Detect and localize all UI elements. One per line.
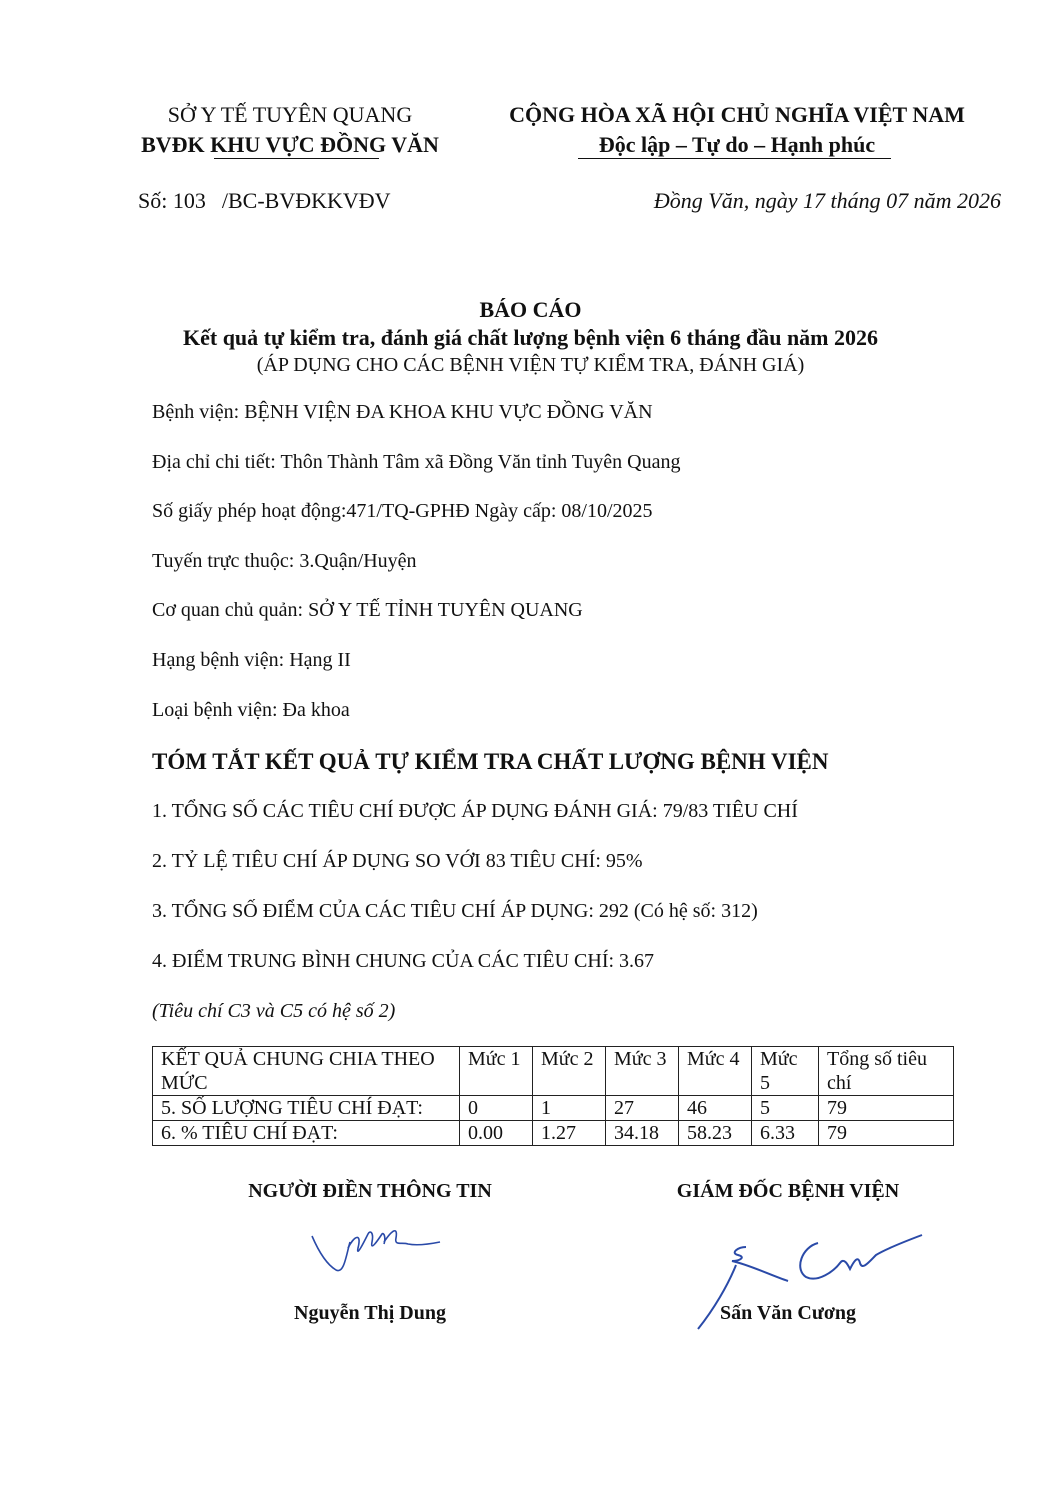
table-header-cell: Mức 5 — [752, 1047, 819, 1096]
preparer-title: NGƯỜI ĐIỀN THÔNG TIN — [248, 1180, 492, 1202]
hospital-name-field: Bệnh viện: BỆNH VIỆN ĐA KHOA KHU VỰC ĐỒNG VĂN — [152, 401, 653, 423]
table-header-cell: Mức 3 — [606, 1047, 679, 1096]
summary-item-2: 2. TỶ LỆ TIÊU CHÍ ÁP DỤNG SO VỚI 83 TIÊU CHÍ: 95% — [152, 850, 643, 872]
document-number-label: Số: 103 — [138, 188, 206, 213]
nation-name: CỘNG HÒA XÃ HỘI CHỦ NGHĨA VIỆT NAM — [509, 102, 965, 127]
summary-item-4: 4. ĐIỂM TRUNG BÌNH CHUNG CỦA CÁC TIÊU CHÍ: 3.67 — [152, 950, 655, 972]
table-header-cell: Mức 1 — [460, 1047, 533, 1096]
agency-name: SỞ Y TẾ TUYÊN QUANG — [167, 102, 413, 127]
table-cell: 27 — [606, 1096, 679, 1121]
report-scope: (ÁP DỤNG CHO CÁC BỆNH VIỆN TỰ KIỂM TRA, ĐÁNH GIÁ) — [256, 354, 805, 376]
summary-item-3: 3. TỔNG SỐ ĐIỂM CỦA CÁC TIÊU CHÍ ÁP DỤNG: 292 (Có hệ số: 312) — [152, 900, 758, 922]
results-table — [152, 1046, 954, 1146]
report-title-block — [40, 296, 1021, 378]
table-cell: 46 — [679, 1096, 752, 1121]
table-cell: 5 — [752, 1096, 819, 1121]
managing-agency-field: Cơ quan chủ quản: SỞ Y TẾ TỈNH TUYÊN QUANG — [152, 599, 583, 621]
table-cell: 1.27 — [533, 1121, 606, 1146]
issuing-agency-block — [100, 100, 480, 160]
unit-underline — [214, 158, 379, 159]
table-cell: 79 — [819, 1121, 954, 1146]
place-date: Đồng Văn, ngày 17 tháng 07 năm 2026 — [653, 188, 1001, 213]
summary-heading: TÓM TẮT KẾT QUẢ TỰ KIỂM TRA CHẤT LƯỢNG BỆNH VIỆN — [152, 749, 829, 774]
table-row — [153, 1096, 954, 1121]
preparer-signature — [300, 1212, 450, 1287]
table-cell: 1 — [533, 1096, 606, 1121]
national-motto: Độc lập – Tự do – Hạnh phúc — [598, 132, 876, 157]
type-field: Loại bệnh viện: Đa khoa — [152, 699, 350, 721]
table-cell: 0.00 — [460, 1121, 533, 1146]
table-cell: 6.33 — [752, 1121, 819, 1146]
table-cell: 6. % TIÊU CHÍ ĐẠT: — [153, 1121, 460, 1146]
table-header-row — [153, 1047, 954, 1096]
table-row — [153, 1121, 954, 1146]
table-header-cell: KẾT QUẢ CHUNG CHIA THEO MỨC — [153, 1047, 460, 1096]
coefficient-note: (Tiêu chí C3 và C5 có hệ số 2) — [152, 1000, 396, 1022]
director-name: Sấn Văn Cương — [719, 1302, 857, 1324]
report-title: BÁO CÁO — [479, 297, 582, 322]
table-cell: 58.23 — [679, 1121, 752, 1146]
table-cell: 34.18 — [606, 1121, 679, 1146]
table-header-cell: Mức 2 — [533, 1047, 606, 1096]
document-number-code: /BC-BVĐKKVĐV — [221, 188, 391, 213]
report-subtitle: Kết quả tự kiểm tra, đánh giá chất lượng bệnh viện 6 tháng đầu năm 2026 — [182, 325, 879, 350]
license-field: Số giấy phép hoạt động:471/TQ-GPHĐ Ngày cấp: 08/10/2025 — [152, 500, 653, 522]
motto-underline — [578, 158, 891, 159]
preparer-name: Nguyễn Thị Dung — [294, 1302, 446, 1324]
table-cell: 5. SỐ LƯỢNG TIÊU CHÍ ĐẠT: — [153, 1096, 460, 1121]
summary-item-1: 1. TỔNG SỐ CÁC TIÊU CHÍ ĐƯỢC ÁP DỤNG ĐÁNH GIÁ: 79/83 TIÊU CHÍ — [152, 800, 798, 822]
table-header-cell: Mức 4 — [679, 1047, 752, 1096]
table-cell: 79 — [819, 1096, 954, 1121]
unit-name: BVĐK KHU VỰC ĐỒNG VĂN — [141, 132, 439, 157]
document-number — [138, 186, 391, 216]
national-header-block — [478, 100, 996, 160]
level-field: Tuyến trực thuộc: 3.Quận/Huyện — [152, 550, 417, 572]
director-title: GIÁM ĐỐC BỆNH VIỆN — [676, 1180, 900, 1202]
rank-field: Hạng bệnh viện: Hạng II — [152, 649, 351, 671]
table-cell: 0 — [460, 1096, 533, 1121]
table-header-cell: Tổng số tiêu chí — [819, 1047, 954, 1096]
address-field: Địa chỉ chi tiết: Thôn Thành Tâm xã Đồng Văn tỉnh Tuyên Quang — [152, 451, 681, 473]
